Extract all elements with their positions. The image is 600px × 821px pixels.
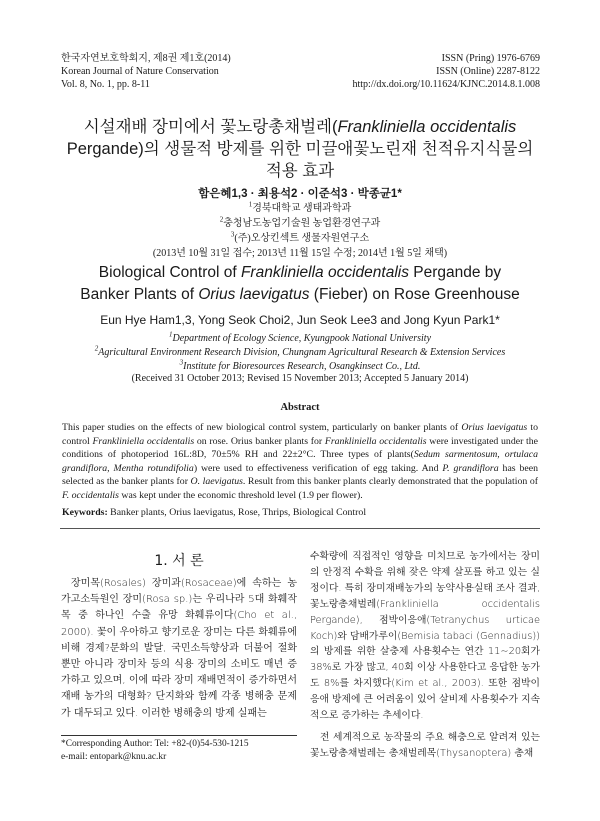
journal-name-english: Korean Journal of Nature Conservation [61, 66, 219, 77]
korean-title-part3: 적용 효과 [265, 162, 335, 180]
english-affiliations [60, 332, 540, 374]
english-title-species: Frankliniella occidentalis [240, 264, 409, 281]
footnote [61, 738, 297, 764]
korean-title [60, 116, 540, 182]
journal-volume: Vol. 8, No. 1, pp. 8-11 [61, 79, 150, 90]
english-affiliation-1: $^1$Department of Ecology Science, Kyungpook National University [168, 330, 432, 344]
keywords-list: Banker plants, Orius laevigatus, Rose, Thrips, Biological Control [107, 507, 367, 518]
abstract-divider [60, 528, 540, 529]
abstract-text: This paper studies on the effects of new biological control system, particularly on banker plants of Orius laevigatus to control Frankliniella occidentalis on rose. Orius banker plants for Frankliniella occidentalis were investigated under the conditions of photoperiod 16L:8D, 70±5% RH and 22±2°C. Three types of plants(Sedum sarmentosum, ortulaca grandiflora, Mentha rotundifolia) were used to effectiveness verification of egg taking. And P. grandiflora has been selected as the banker plants for O. laevigatus. Result from this banker plants clearly demonstrated that the population of F. occidentalis was kept under the economic threshold level (1.9 per flower). [62, 422, 538, 501]
journal-name-korean: 한국자연보호학회지, 제8권 제1호(2014) [61, 53, 231, 64]
english-authors: Eun Hye Ham1,3, Yong Seok Choi2, Jun Seok Lee3 and Jong Kyun Park1* [100, 313, 500, 327]
english-affiliation-3: $^3$Institute for Bioresources Research, Osangkinsect Co., Ltd. [179, 358, 421, 372]
english-received-dates: (Received 31 October 2013; Revised 15 November 2013; Accepted 5 January 2014) [131, 373, 469, 384]
korean-title-part1: 시설재배 장미에서 꽃노랑총채벌레( [83, 118, 338, 136]
journal-header-right [340, 52, 540, 91]
korean-affiliations [60, 201, 540, 261]
intro-right-column [310, 549, 540, 762]
intro-paragraph-3: 전 세계적으로 농작물의 주요 해충으로 알려져 있는 꽃노랑총채벌레는 총채벌레목(Thysanoptera) 총채 [310, 731, 540, 759]
korean-affiliation-3: $^3$(주)오상킨섹트 생물자원연구소 [230, 230, 370, 244]
english-title: Biological Control of Frankliniella occidentalis Pergande by Banker Plants of Orius laevigatus (Fieber) on Rose Greenhouse [80, 264, 520, 303]
intro-heading: 1. 서 론 [154, 553, 204, 569]
keywords [62, 507, 538, 518]
author-email[interactable]: e-mail: entopark@knu.ac.kr [61, 751, 167, 762]
issn-online: ISSN (Online) 2287-8122 [436, 66, 540, 77]
journal-header-left [61, 52, 361, 91]
doi-link[interactable]: http://dx.doi.org/10.11624/KJNC.2014.8.1.008 [352, 79, 540, 90]
korean-title-species: Frankliniella occidentalis [337, 118, 517, 136]
abstract-heading: Abstract [280, 402, 320, 413]
korean-title-part2: Pergande)의 생물적 방제를 위한 미끌애꽃노린재 천적유지식물의 [66, 140, 534, 158]
korean-affiliation-1: $^1$경북대학교 생태과학과 [248, 200, 352, 214]
intro-paragraph-1: 장미목(Rosales) 장미과(Rosaceae)에 속하는 농가고소득원인 장미(Rosa sp.)는 우리나라 5대 화훼작목 중 하나인 수출 유망 화훼류이다(Cho et al., 2000). 꽃이 우아하고 향기로운 장미는 다른 화훼류에 비해 경제?문화의 발달, 국민소득향상과 더불어 절화뿐만 아니라 장미차 등의 식용 장미의 소비도 매년 증가하고 있으며, 이에 따라 장미 재배면적이 증가하면서 재배 농가의 대형화? 단지화와 함께 각종 병해충 문제가 대두되고 있다. 이러한 병해충의 방제 실패는 [61, 578, 297, 719]
corresponding-author: *Corresponding Author: Tel: +82-(0)54-530-1215 [61, 739, 249, 749]
korean-authors: 함은혜1,3 · 최용석2 · 이준석3 · 박종균1* [198, 188, 402, 200]
english-title-orius: Orius laevigatus [198, 286, 310, 303]
korean-received-dates: (2013년 10월 31일 접수; 2013년 11월 15일 수정; 2014년 1월 5일 채택) [152, 248, 448, 259]
korean-affiliation-2: $^2$충청남도농업기술원 농업환경연구과 [219, 215, 381, 229]
intro-paragraph-2: 수확량에 직접적인 영향을 미치므로 농가에서는 장미의 안정적 수확을 위해 잦은 약제 살포를 하고 있는 실정이다. 특히 장미재배농가의 농약사용실태 조사 결과, 꽃노랑총채벌레(Frankliniella occidentalis Pergande), 점박이응애(Tetranychus urticae Koch)와 담배가루이(Bemisia tabaci (Gennadius))의 방제를 위한 살충제 사용횟수는 연간 11~20회가 38%로 가장 많고, 40회 이상 사용한다고 응답한 농가도 8%를 차지했다(Kim et al., 2003). 또한 점박이응애 방제에 큰 어려움이 있어 살비제 사용횟수가 지속적으로 증가하는 추세이다. [310, 551, 541, 722]
keywords-label: Keywords: [62, 507, 108, 518]
english-affiliation-2: $^2$Agricultural Environment Research Division, Chungnam Agricultural Research & Extension Services [94, 344, 506, 358]
footnote-divider [61, 735, 297, 736]
issn-print: ISSN (Pring) 1976-6769 [441, 53, 540, 64]
intro-left-column [61, 550, 297, 722]
